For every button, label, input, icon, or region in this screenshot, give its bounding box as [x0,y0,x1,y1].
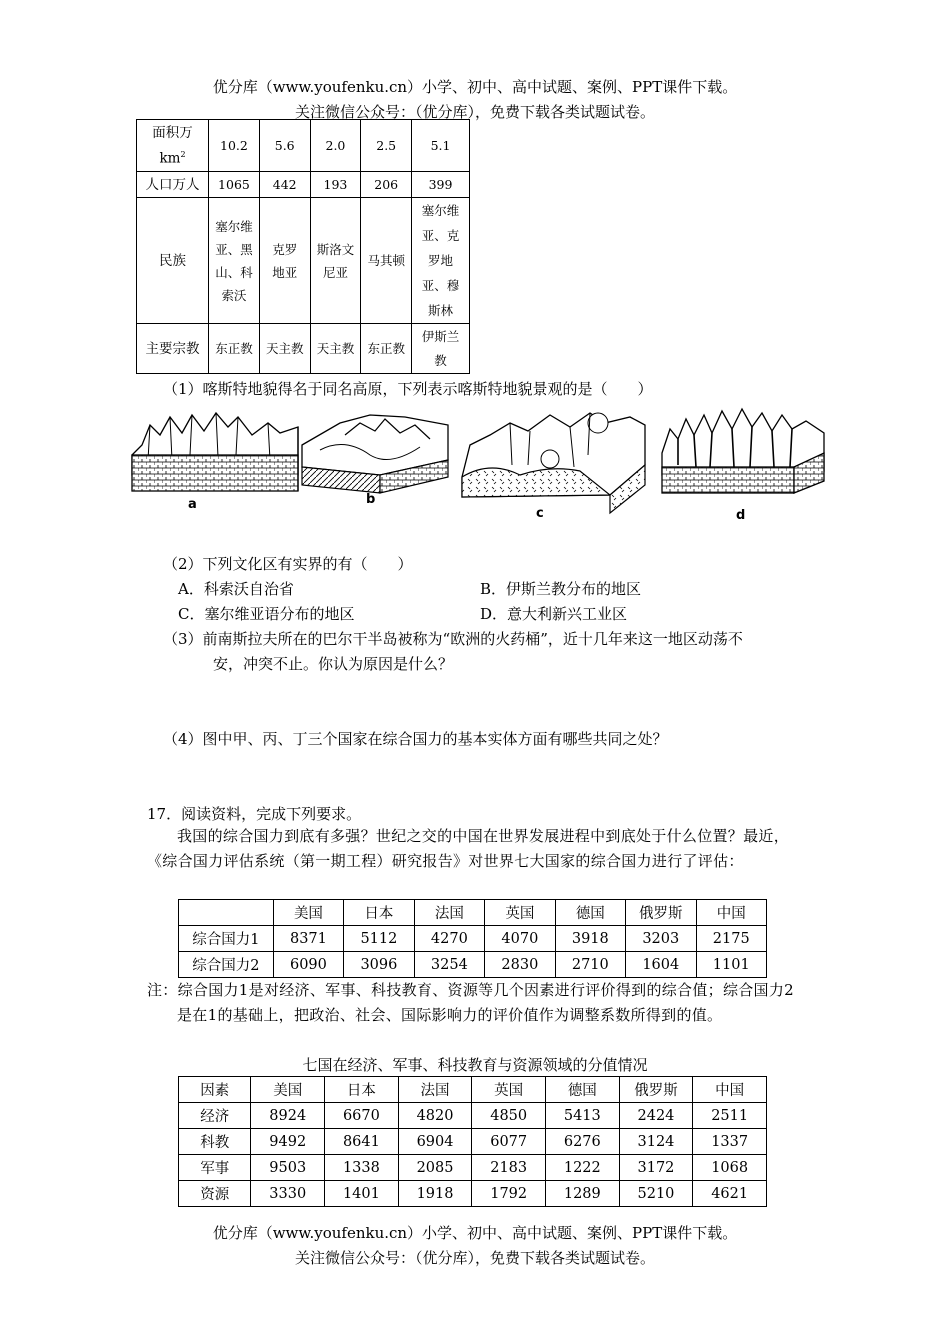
question-1: （1）喀斯特地貌得名于同名高原，下列表示喀斯特地貌景观的是（ ） [163,380,653,398]
table-row [179,1129,767,1155]
landform-c-image [462,413,645,513]
table-row [179,952,767,978]
question-17-intro: 我国的综合国力到底有多强？世纪之交的中国在世界发展进程中到底处于什么位置？最近，《综合国力评估系统（第一期工程）研究报告》对世界七大国家的综合国力进行了评估： [147,827,790,870]
population-cell: 206 [361,172,412,198]
table-row [179,1103,767,1129]
ethnic-cell: 塞尔维亚、黑山、科索沃 [209,198,260,324]
table-cell: 6090 [273,952,343,978]
country-table [136,119,470,374]
religion-cell: 东正教 [209,324,260,374]
ethnic-cell: 塞尔维亚、克罗地亚、穆斯林 [412,198,470,324]
table-cell: 4270 [414,926,484,952]
column-header: 俄罗斯 [626,900,696,926]
table-cell: 4070 [485,926,555,952]
table-cell: 3254 [414,952,484,978]
row-label: 军事 [179,1155,251,1181]
table-cell: 2085 [398,1155,472,1181]
ethnic-cell: 马其顿 [361,198,412,324]
header-line-2: 关注微信公众号：（优分库），免费下载各类试题试卷。 [294,103,655,121]
landform-a-image [132,413,298,491]
column-header: 英国 [472,1077,546,1103]
question-3-line-2: 安，冲突不止。你认为原因是什么？ [213,655,454,673]
row-label: 资源 [179,1181,251,1207]
table-cell: 9492 [251,1129,325,1155]
header-line-1: 优分库（www.youfenku.cn）小学、初中、高中试题、案例、PPT课件下载。 [212,78,738,96]
table-cell: 9503 [251,1155,325,1181]
area-cell: 5.6 [259,120,310,172]
table-cell: 6904 [398,1129,472,1155]
table-cell: 6077 [472,1129,546,1155]
table-cell: 1918 [398,1181,472,1207]
population-cell: 1065 [209,172,260,198]
option-b: B．伊斯兰教分布的地区 [480,580,642,598]
table-cell: 5210 [619,1181,693,1207]
column-header: 德国 [546,1077,620,1103]
area-cell: 5.1 [412,120,470,172]
column-header: 中国 [696,900,766,926]
column-header: 日本 [344,900,414,926]
row-label: 综合国力2 [179,952,274,978]
population-cell: 193 [310,172,361,198]
table-cell: 8924 [251,1103,325,1129]
landform-figures [130,405,830,525]
question-17-title: 17．阅读资料，完成下列要求。 [147,805,362,823]
table-cell: 1792 [472,1181,546,1207]
column-header: 因素 [179,1077,251,1103]
table-cell: 1289 [546,1181,620,1207]
column-header: 美国 [273,900,343,926]
ethnic-cell: 斯洛文尼亚 [310,198,361,324]
table-cell: 4621 [693,1181,767,1207]
table-cell: 2710 [555,952,625,978]
row-label-ethnic: 民族 [137,198,209,324]
table-cell: 4850 [472,1103,546,1129]
table-cell: 3096 [344,952,414,978]
table-cell: 2830 [485,952,555,978]
table-cell: 1604 [626,952,696,978]
table-cell: 5112 [344,926,414,952]
table-cell: 2175 [696,926,766,952]
footer-line-2: 关注微信公众号：（优分库），免费下载各类试题试卷。 [294,1249,655,1267]
column-header: 美国 [251,1077,325,1103]
ethnic-cell: 克罗地亚 [259,198,310,324]
column-header [179,900,274,926]
table-cell: 3172 [619,1155,693,1181]
table-cell: 2424 [619,1103,693,1129]
table-cell: 8641 [325,1129,399,1155]
option-d: D．意大利新兴工业区 [480,605,628,623]
column-header: 中国 [693,1077,767,1103]
row-label: 综合国力1 [179,926,274,952]
figure-label-c: c [536,506,544,521]
table-cell: 1222 [546,1155,620,1181]
column-header: 法国 [398,1077,472,1103]
column-header: 英国 [485,900,555,926]
table-cell: 8371 [273,926,343,952]
table-cell: 4820 [398,1103,472,1129]
table-cell: 3918 [555,926,625,952]
row-label-population: 人口万人 [137,172,209,198]
table-cell: 5413 [546,1103,620,1129]
factor-table [178,1076,767,1207]
note-text: 注：综合国力1是对经济、军事、科技教育、资源等几个因素进行评价得到的综合值；综合国力2是在1的基础上，把政治、社会、国际影响力的评价值作为调整系数所得到的值。 [147,981,794,1024]
religion-cell: 伊斯兰教 [412,324,470,374]
table-cell: 1401 [325,1181,399,1207]
power-table [178,899,767,978]
figure-label-b: b [366,492,376,507]
column-header: 法国 [414,900,484,926]
row-label: 科教 [179,1129,251,1155]
table-row [179,1155,767,1181]
table-row [179,1181,767,1207]
area-cell: 10.2 [209,120,260,172]
landform-b-image [302,415,448,493]
figure-label-d: d [736,508,746,523]
religion-cell: 天主教 [259,324,310,374]
option-c: C．塞尔维亚语分布的地区 [178,605,355,623]
table-cell: 3330 [251,1181,325,1207]
factor-table-caption: 七国在经济、军事、科技教育与资源领域的分值情况 [302,1056,648,1074]
table-cell: 3203 [626,926,696,952]
table-cell: 1068 [693,1155,767,1181]
question-4: （4）图中甲、丙、丁三个国家在综合国力的基本实体方面有哪些共同之处？ [163,730,668,748]
religion-cell: 东正教 [361,324,412,374]
question-2: （2）下列文化区有实界的有（ ） [163,555,413,573]
column-header: 俄罗斯 [619,1077,693,1103]
landform-d-image [662,409,824,493]
table-cell: 2183 [472,1155,546,1181]
table-cell: 2511 [693,1103,767,1129]
option-a: A．科索沃自治省 [178,580,294,598]
footer-line-1: 优分库（www.youfenku.cn）小学、初中、高中试题、案例、PPT课件下载。 [212,1224,738,1242]
area-cell: 2.0 [310,120,361,172]
table-row [179,926,767,952]
table-cell: 1337 [693,1129,767,1155]
religion-cell: 天主教 [310,324,361,374]
column-header: 德国 [555,900,625,926]
table-cell: 6670 [325,1103,399,1129]
row-label: 经济 [179,1103,251,1129]
figure-label-a: a [188,497,197,512]
table-cell: 6276 [546,1129,620,1155]
table-cell: 3124 [619,1129,693,1155]
population-cell: 442 [259,172,310,198]
table-cell: 1338 [325,1155,399,1181]
row-label-area: 面积万 $km^2$ [137,120,209,172]
column-header: 日本 [325,1077,399,1103]
area-cell: 2.5 [361,120,412,172]
question-3-line-1: （3）前南斯拉夫所在的巴尔干半岛被称为“欧洲的火药桶”，近十几年来这一地区动荡不 [163,630,743,648]
row-label-religion: 主要宗教 [137,324,209,374]
population-cell: 399 [412,172,470,198]
table-cell: 1101 [696,952,766,978]
